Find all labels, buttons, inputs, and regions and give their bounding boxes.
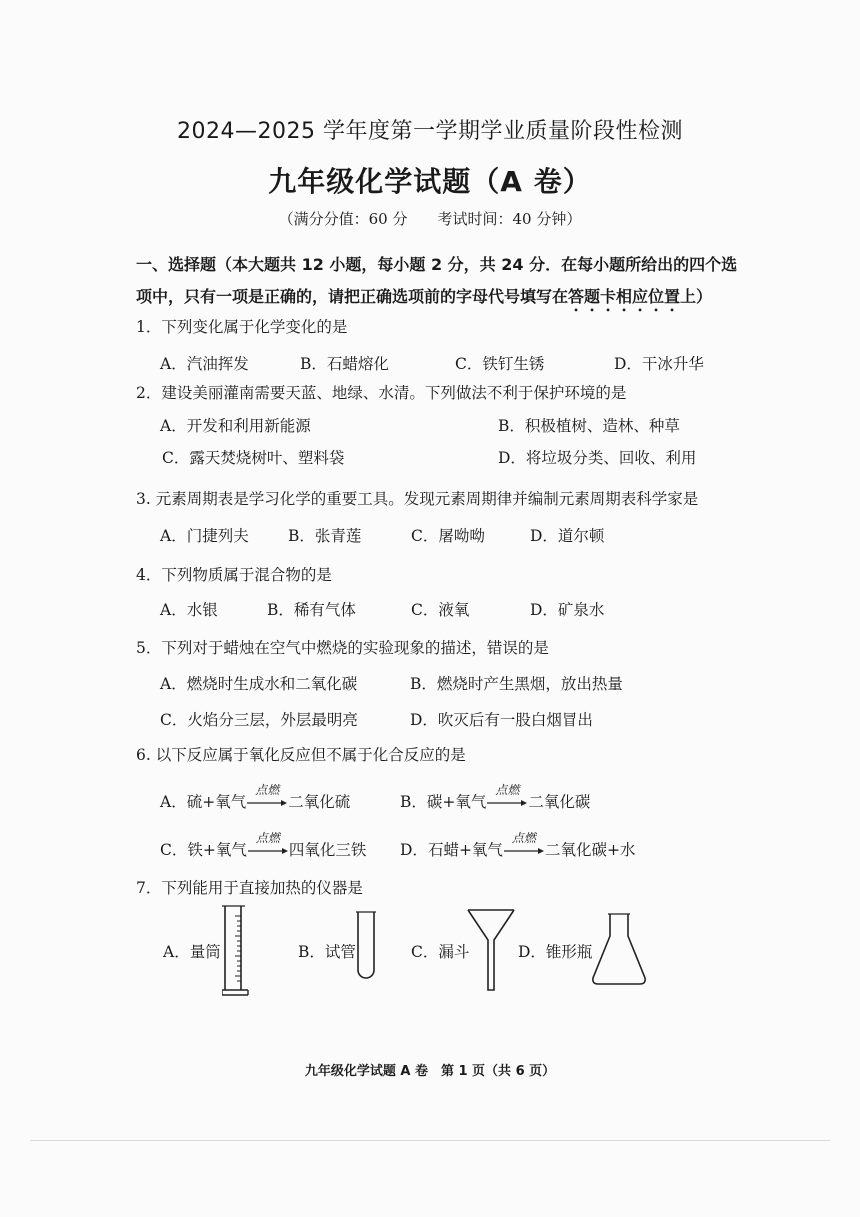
q3-option-a: A．门捷列夫: [160, 527, 249, 545]
q6-option-b: B． 碳+氧气 点燃 二氧化碳: [400, 783, 591, 811]
q1-option-b: B．石蜡熔化: [300, 355, 389, 373]
q4-option-a: A．水银: [160, 601, 218, 619]
q7-option-a: A．量筒: [163, 943, 221, 961]
q6-option-d: D． 石蜡+氧气 点燃 二氧化碳+水: [400, 831, 636, 859]
reaction-arrow: 点燃: [504, 839, 544, 859]
q4-option-b: B．稀有气体: [267, 601, 356, 619]
q3-option-c: C．屠呦呦: [411, 527, 485, 545]
q1-option-a: A．汽油挥发: [160, 355, 249, 373]
q3-option-d: D．道尔顿: [530, 527, 605, 545]
question-2-stem: 2．建设美丽灌南需要天蓝、地绿、水清。下列做法不利于保护环境的是: [136, 384, 627, 402]
q7-option-b: B．试管: [298, 943, 356, 961]
q7-option-d: D．锥形瓶: [518, 943, 593, 961]
question-4-stem: 4．下列物质属于混合物的是: [136, 566, 332, 584]
section-heading-line2: 项中，只有一项是正确的，请把正确选项前的字母代号填写在答题卡相应位置上）: [136, 287, 713, 306]
question-6-stem: 6. 以下反应属于氧化反应但不属于化合反应的是: [136, 746, 466, 764]
q5-option-d: D．吹灭后有一股白烟冒出: [410, 711, 593, 729]
score-info: （满分分值：60 分 考试时间：40 分钟）: [278, 210, 582, 228]
q3-option-b: B．张青莲: [288, 527, 362, 545]
reaction-arrow: 点燃: [247, 791, 287, 811]
question-5-stem: 5．下列对于蜡烛在空气中燃烧的实验现象的描述，错误的是: [136, 639, 549, 657]
q6-option-c: C． 铁+氧气 点燃 四氧化三铁: [160, 831, 367, 859]
q1-option-c: C．铁钉生锈: [455, 355, 545, 373]
q1-option-d: D．干冰升华: [614, 355, 704, 373]
reaction-arrow: 点燃: [248, 839, 288, 859]
question-1-stem: 1．下列变化属于化学变化的是: [136, 318, 348, 336]
section-heading-line1: 一、选择题（本大题共 12 小题，每小题 2 分，共 24 分．在每小题所给出的四个选: [136, 255, 738, 274]
graduated-cylinder-icon: [222, 904, 252, 998]
q4-option-c: C．液氧: [411, 601, 470, 619]
q6-option-a: A． 硫+氧气 点燃 二氧化硫: [160, 783, 351, 811]
exam-title: 2024—2025 学年度第一学期学业质量阶段性检测: [177, 119, 683, 144]
exam-subtitle: 九年级化学试题（A 卷）: [268, 165, 592, 198]
dotted-emphasis: 答题卡相应位置: [568, 287, 681, 306]
q2-option-d: D．将垃圾分类、回收、利用: [498, 449, 697, 467]
q5-option-a: A．燃烧时生成水和二氧化碳: [160, 675, 358, 693]
q5-option-b: B．燃烧时产生黑烟，放出热量: [410, 675, 623, 693]
reaction-arrow: 点燃: [487, 791, 527, 811]
scan-edge-line: [30, 1140, 830, 1141]
question-7-stem: 7．下列能用于直接加热的仪器是: [136, 879, 363, 897]
q2-option-c: C．露天焚烧树叶、塑料袋: [162, 449, 345, 467]
q2-option-b: B．积极植树、造林、种草: [498, 417, 680, 435]
q2-option-a: A．开发和利用新能源: [160, 417, 311, 435]
test-tube-icon: [356, 910, 376, 982]
erlenmeyer-flask-icon: [590, 912, 648, 988]
q7-option-c: C．漏斗: [411, 943, 470, 961]
q4-option-d: D．矿泉水: [530, 601, 605, 619]
question-3-stem: 3. 元素周期表是学习化学的重要工具。发现元素周期律并编制元素周期表科学家是: [136, 490, 699, 508]
q5-option-c: C．火焰分三层，外层最明亮: [160, 711, 358, 729]
page-footer: 九年级化学试题 A 卷 第 1 页（共 6 页）: [304, 1064, 556, 1079]
funnel-icon: [466, 906, 516, 994]
